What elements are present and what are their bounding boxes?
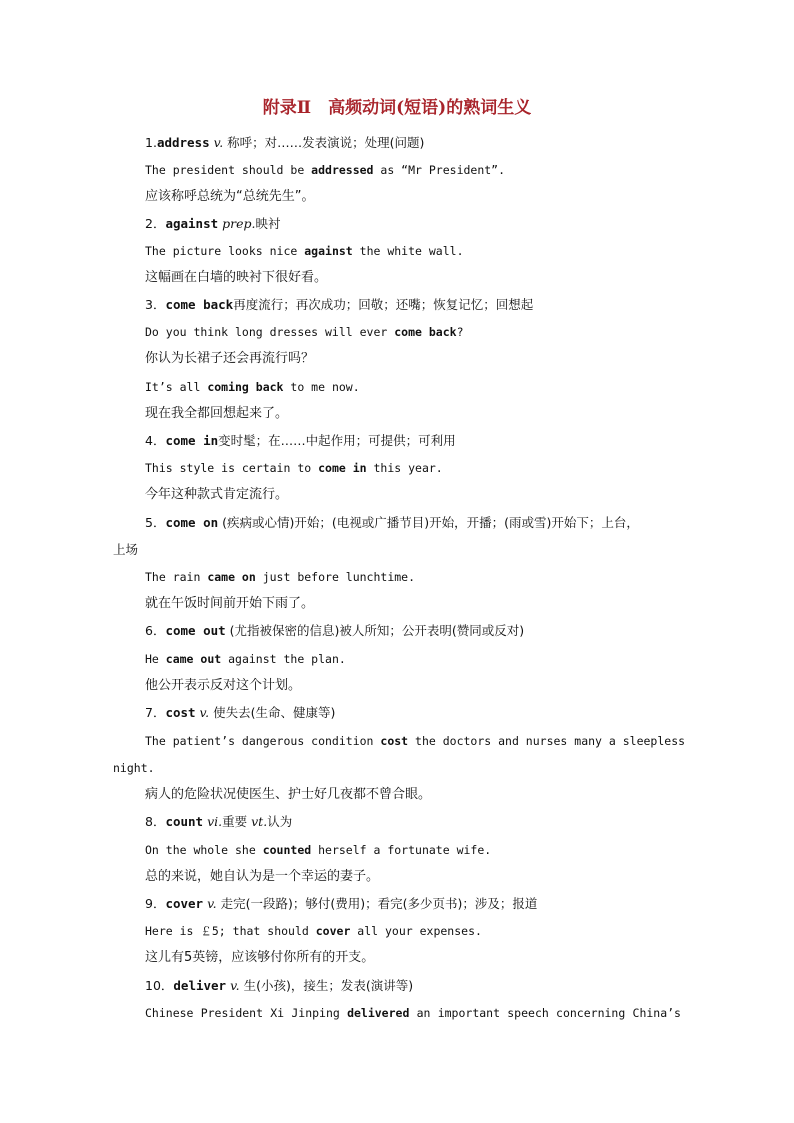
example-sentence bbox=[145, 1004, 681, 1022]
entry-word: come on bbox=[165, 515, 219, 530]
entry-definition: 生(小孩)，接生；发表(演讲等) bbox=[243, 978, 414, 993]
example-keyword: came out bbox=[165, 652, 222, 666]
entry-heading bbox=[145, 432, 456, 450]
entry-number: 7． bbox=[145, 705, 166, 720]
entry-word: come in bbox=[165, 433, 219, 448]
example-text: On the whole she bbox=[145, 843, 263, 857]
part-of-speech: v. bbox=[207, 896, 217, 911]
page-title: 附录Ⅱ 高频动词(短语)的熟词生义 bbox=[262, 98, 532, 118]
example-sentence bbox=[145, 650, 346, 668]
example-sentence bbox=[145, 323, 464, 341]
entry-definition: 映衬 bbox=[255, 216, 281, 231]
entry-word: cost bbox=[165, 705, 196, 720]
example-keyword: counted bbox=[262, 843, 312, 857]
entry-number: 10． bbox=[145, 978, 174, 993]
example-keyword: come in bbox=[318, 461, 367, 475]
example-translation: 这儿有5英镑，应该够付你所有的开支。 bbox=[145, 950, 375, 965]
example-translation: 他公开表示反对这个计划。 bbox=[145, 678, 302, 693]
entry-definition: 使失去(生命、健康等) bbox=[213, 705, 336, 720]
entry-number: 5． bbox=[145, 515, 166, 530]
example-text: ? bbox=[456, 325, 464, 339]
entry-heading bbox=[145, 895, 537, 913]
entry-definition: 重要 bbox=[222, 814, 248, 829]
example-text: herself a fortunate wife. bbox=[311, 843, 492, 857]
entry-number: 8． bbox=[145, 814, 166, 829]
example-translation: 病人的危险状况使医生、护士好几夜都不曾合眼。 bbox=[145, 787, 432, 802]
part-of-speech: v. bbox=[230, 978, 240, 993]
example-sentence-continued: night. bbox=[113, 761, 155, 775]
example-translation: 你认为长裙子还会再流行吗？ bbox=[145, 351, 315, 366]
entry-heading bbox=[145, 514, 681, 532]
entry-heading bbox=[145, 622, 524, 640]
example-translation: 这幅画在白墙的映衬下很好看。 bbox=[145, 270, 328, 285]
entry-number: 4． bbox=[145, 433, 166, 448]
example-text: It’s all bbox=[145, 380, 208, 394]
entry-word: come back bbox=[165, 297, 234, 312]
example-sentence bbox=[145, 242, 464, 260]
example-sentence bbox=[145, 459, 443, 477]
example-text: The rain bbox=[145, 570, 208, 584]
entry-definition: (疾病或心情)开始；(电视或广播节目)开始，开播；(雨或雪)开始下；上台， bbox=[218, 515, 639, 530]
example-text: Here is ￡5; that should bbox=[145, 924, 316, 938]
example-text: The picture looks nice bbox=[145, 244, 305, 258]
part-of-speech: prep. bbox=[222, 216, 256, 231]
entry-heading bbox=[145, 977, 413, 995]
example-sentence bbox=[145, 922, 482, 940]
entry-definition: 走完(一段路)；够付(费用)；看完(多少页书)；涉及；报道 bbox=[220, 896, 538, 911]
entry-word: cover bbox=[165, 896, 204, 911]
example-sentence bbox=[145, 568, 415, 586]
example-text: The patient’s dangerous condition bbox=[145, 734, 381, 748]
example-text: an important speech concerning China’s bbox=[409, 1006, 681, 1020]
example-keyword: cost bbox=[380, 734, 409, 748]
example-text: against the plan. bbox=[221, 652, 346, 666]
example-keyword: against bbox=[304, 244, 353, 258]
example-text: just before lunchtime. bbox=[255, 570, 416, 584]
part-of-speech: v. bbox=[213, 135, 224, 150]
entry-word: against bbox=[165, 216, 219, 231]
entry-definition: 认为 bbox=[267, 814, 293, 829]
example-keyword: cover bbox=[315, 924, 351, 938]
entry-heading bbox=[145, 813, 292, 831]
example-text: Chinese President Xi Jinping bbox=[145, 1006, 348, 1020]
entry-definition: 再度流行；再次成功；回敬；还嘴；恢复记忆；回想起 bbox=[233, 297, 534, 312]
example-text: This style is certain to bbox=[145, 461, 319, 475]
part-of-speech: v. bbox=[199, 705, 210, 720]
entry-number: 3． bbox=[145, 297, 166, 312]
example-sentence bbox=[145, 161, 505, 179]
example-text: the doctors and nurses many a sleepless bbox=[408, 734, 686, 748]
part-of-speech: vt. bbox=[251, 814, 268, 829]
example-sentence bbox=[145, 378, 360, 396]
example-translation: 应该称呼总统为“总统先生”。 bbox=[145, 189, 315, 204]
entry-number: 6． bbox=[145, 623, 166, 638]
example-text: Do you think long dresses will ever bbox=[145, 325, 395, 339]
part-of-speech: vi. bbox=[207, 814, 223, 829]
example-sentence bbox=[145, 732, 686, 750]
example-keyword: delivered bbox=[347, 1006, 410, 1020]
example-keyword: coming back bbox=[207, 380, 284, 394]
entry-word: deliver bbox=[173, 978, 227, 993]
entry-heading bbox=[145, 704, 335, 722]
example-text: as “Mr President”. bbox=[373, 163, 506, 177]
entry-heading bbox=[145, 296, 533, 314]
entry-word: come out bbox=[165, 623, 226, 638]
example-translation: 总的来说，她自认为是一个幸运的妻子。 bbox=[145, 869, 380, 884]
entry-number: 2． bbox=[145, 216, 166, 231]
entry-number: 9． bbox=[145, 896, 166, 911]
example-text: this year. bbox=[366, 461, 443, 475]
entry-heading bbox=[145, 215, 281, 233]
entry-word: address bbox=[156, 135, 210, 150]
example-sentence bbox=[145, 841, 491, 859]
entry-definition: (尤指被保密的信息)被人所知；公开表明(赞同或反对) bbox=[225, 623, 525, 638]
example-translation: 今年这种款式肯定流行。 bbox=[145, 487, 289, 502]
example-text: He bbox=[145, 652, 166, 666]
example-keyword: came on bbox=[207, 570, 256, 584]
example-text: to me now. bbox=[283, 380, 360, 394]
entry-definition-continued: 上场 bbox=[113, 542, 139, 557]
example-translation: 就在午饭时间前开始下雨了。 bbox=[145, 596, 315, 611]
entry-number: 1. bbox=[145, 135, 157, 150]
example-translation: 现在我全都回想起来了。 bbox=[145, 406, 289, 421]
entry-definition: 称呼；对……发表演说；处理(问题) bbox=[227, 135, 425, 150]
entry-heading bbox=[145, 134, 424, 152]
example-keyword: come back bbox=[394, 325, 457, 339]
entry-word: count bbox=[165, 814, 204, 829]
example-text: The president should be bbox=[145, 163, 312, 177]
example-keyword: addressed bbox=[311, 163, 374, 177]
example-text: the white wall. bbox=[352, 244, 464, 258]
entry-definition: 变时髦；在……中起作用；可提供；可利用 bbox=[218, 433, 456, 448]
example-text: all your expenses. bbox=[350, 924, 482, 938]
